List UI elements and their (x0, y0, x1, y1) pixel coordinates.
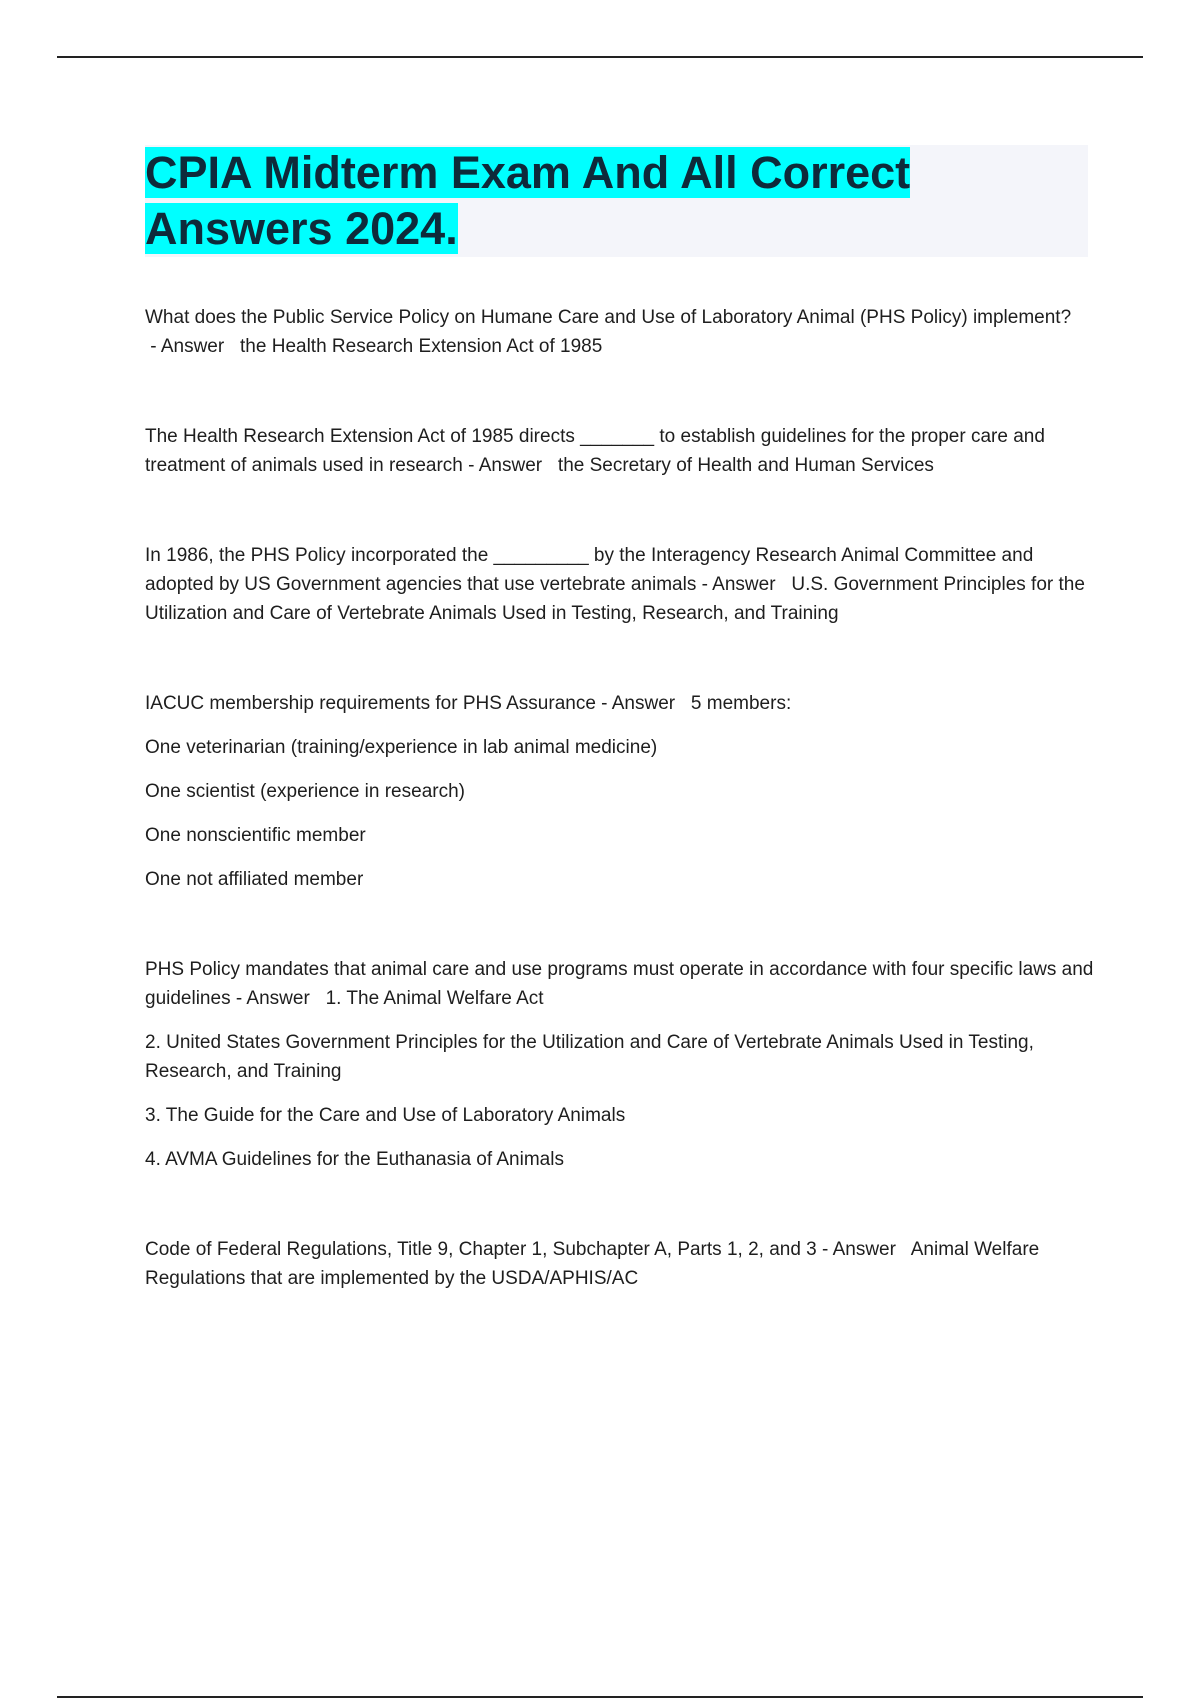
answer-separator: - Answer (595, 693, 691, 714)
title-line-2: Answers 2024. (145, 203, 458, 254)
answer-separator: - Answer (230, 988, 326, 1009)
answer-text: 5 members: (690, 693, 792, 714)
qa-item-3 (145, 541, 1095, 628)
answer-separator: - Answer (696, 574, 792, 595)
bottom-rule (57, 1696, 1143, 1698)
qa-item-4 (145, 689, 1095, 718)
answer-separator: - Answer (816, 1239, 911, 1260)
answer-line: 2. United States Government Principles for the Utilization and Care of Vertebrate Animals Used in Testing, Research, and Training (145, 1032, 1034, 1082)
answer-text: 1. The Animal Welfare Act (325, 988, 544, 1009)
title-line-1: CPIA Midterm Exam And All Correct (145, 147, 911, 198)
answer-separator: - Answer (462, 455, 558, 476)
answer-line: One not affiliated member (145, 869, 364, 890)
answer-text: U.S. Government Principles for the Utilization and Care of Vertebrate Animals Used in Testing, Research, and Training (145, 574, 1085, 624)
question-text: PHS Policy mandates that animal care and use programs must operate in accordance with four specific laws and guidelines (145, 959, 1094, 1009)
question-text: The Health Research Extension Act of 1985 directs _______ to establish guidelines for the proper care and treatment of animals used in research (145, 426, 1045, 476)
answer-line: 4. AVMA Guidelines for the Euthanasia of Animals (145, 1149, 564, 1170)
qa-item-2 (145, 422, 1095, 480)
answer-line: One scientist (experience in research) (145, 781, 465, 802)
answer-line: One veterinarian (training/experience in lab animal medicine) (145, 737, 658, 758)
question-text: Code of Federal Regulations, Title 9, Chapter 1, Subchapter A, Parts 1, 2, and 3 (145, 1239, 817, 1260)
answer-line: 3. The Guide for the Care and Use of Laboratory Animals (145, 1105, 626, 1126)
qa-item-6 (145, 1235, 1095, 1293)
qa-list (145, 303, 1095, 1293)
answer-separator: - Answer (145, 336, 241, 357)
top-rule (57, 56, 1143, 58)
answer-line: One nonscientific member (145, 825, 366, 846)
title-block (145, 145, 1088, 257)
question-text: In 1986, the PHS Policy incorporated the _________ by the Interagency Research Animal Committee and adopted by US Government agencies that use vertebrate animals (145, 545, 1034, 595)
answer-text: Animal Welfare Regulations that are implemented by the USDA/APHIS/AC (145, 1239, 1040, 1289)
qa-item-5 (145, 955, 1095, 1013)
question-text: IACUC membership requirements for PHS Assurance (145, 693, 596, 714)
answer-text: the Health Research Extension Act of 1985 (240, 336, 603, 357)
qa-item-1 (145, 303, 1095, 361)
question-text: What does the Public Service Policy on Humane Care and Use of Laboratory Animal (PHS Policy) implement? (145, 307, 1072, 328)
page-title (145, 145, 1088, 257)
answer-text: the Secretary of Health and Human Services (557, 455, 934, 476)
